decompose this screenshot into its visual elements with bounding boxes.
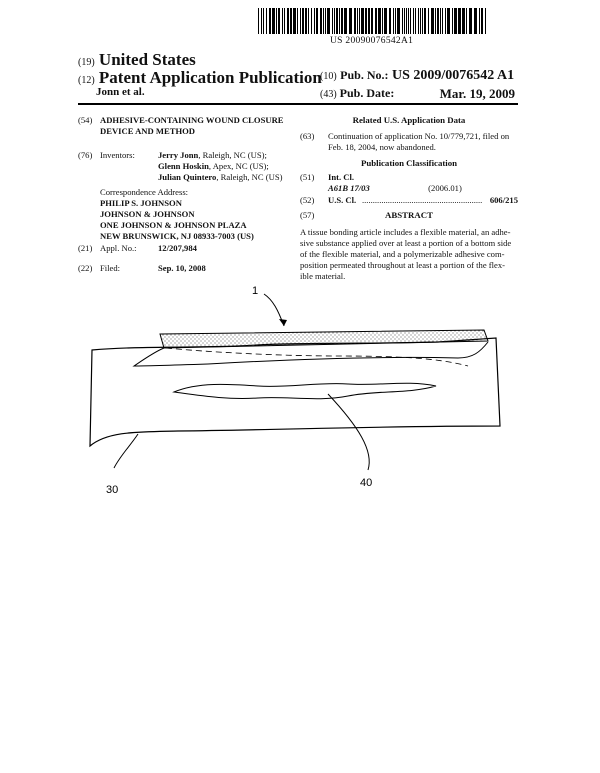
barcode-bar — [344, 8, 347, 34]
code-54: (54) — [78, 115, 93, 125]
corr-line-4: NEW BRUNSWICK, NJ 08933-7003 (US) — [100, 231, 254, 241]
barcode-bar — [349, 8, 352, 34]
barcode-bar — [466, 8, 467, 34]
filed-label: Filed: — [100, 263, 121, 273]
inventors-label: Inventors: — [100, 150, 135, 160]
barcode-bar — [422, 8, 423, 34]
code-21: (21) — [78, 243, 93, 253]
barcode-bar — [290, 8, 292, 34]
pubclass-heading: Publication Classification — [360, 158, 458, 168]
abstract-line-4: position permeated throughout at least a portion of the flex- — [300, 260, 505, 270]
abstract-line-2: sive substance applied over at least a portion of a bottom side — [300, 238, 512, 248]
barcode-bar — [314, 8, 315, 34]
pub-no-line — [320, 68, 514, 84]
abstract-text — [300, 227, 518, 282]
flexible-strip — [160, 330, 488, 348]
barcode-bar — [435, 8, 436, 34]
barcode-bar — [437, 8, 439, 34]
barcode-bar — [316, 8, 318, 34]
cont-line-2: Feb. 18, 2004, now abandoned. — [328, 142, 436, 152]
barcode-bar — [445, 8, 446, 34]
barcode-bar — [334, 8, 335, 34]
barcode-bar — [378, 8, 381, 34]
inventor-1: Jerry Jonn, Raleigh, NC (US); — [158, 150, 267, 160]
barcode-bar — [308, 8, 309, 34]
barcode-bar — [397, 8, 400, 34]
title-field — [78, 115, 293, 137]
barcode-bar — [361, 8, 364, 34]
continuation-field — [300, 131, 518, 153]
barcode-bar — [336, 8, 338, 34]
barcode-bar — [454, 8, 457, 34]
barcode-bar — [415, 8, 416, 34]
barcode-bar — [431, 8, 434, 34]
barcode-bar — [395, 8, 396, 34]
barcode-bar — [293, 8, 296, 34]
code-22: (22) — [78, 263, 93, 273]
us-cl-dots: ........................................................ — [362, 195, 482, 205]
us-cl-label: U.S. Cl. — [328, 195, 357, 205]
abstract-heading-row — [300, 210, 518, 221]
barcode-bar — [258, 8, 259, 34]
barcode-bar — [447, 8, 450, 34]
code-76: (76) — [78, 150, 93, 160]
correspondence-address — [100, 187, 300, 242]
corr-line-1: PHILIP S. JOHNSON — [100, 198, 182, 208]
code-63: (63) — [300, 131, 315, 141]
barcode-bar — [371, 8, 373, 34]
barcode-number: US 20090076542A1 — [330, 36, 414, 46]
barcode-bar — [469, 8, 472, 34]
barcode-bar — [408, 8, 409, 34]
barcode-bar — [485, 8, 486, 34]
barcode-bar — [320, 8, 322, 34]
barcode-bar — [481, 8, 483, 34]
barcode-bar — [284, 8, 285, 34]
leader-30 — [114, 434, 138, 468]
barcode-bar — [365, 8, 367, 34]
header-rule — [78, 103, 518, 105]
barcode-bar — [410, 8, 411, 34]
barcode-bar — [418, 8, 419, 34]
us-cl-field — [300, 195, 518, 206]
code-43: (43) — [320, 89, 337, 100]
fig-label-30: 30 — [106, 484, 119, 496]
barcode-bar — [368, 8, 370, 34]
barcode-bar — [327, 8, 330, 34]
int-cl-block — [328, 172, 518, 194]
barcode-bar — [442, 8, 443, 34]
int-cl-class: A61B 17/03 — [328, 183, 370, 193]
wound-outline — [174, 383, 436, 398]
inventor-2: Glenn Hoskin, Apex, NC (US); — [158, 161, 269, 171]
barcode-bar — [375, 8, 377, 34]
leader-40 — [328, 394, 369, 470]
doc-type-line — [78, 68, 322, 88]
abstract-line-5: ible material. — [300, 271, 346, 281]
title — [100, 115, 293, 137]
barcode-bar — [341, 8, 343, 34]
barcode-bar — [332, 8, 333, 34]
barcode-bar — [354, 8, 356, 34]
int-cl-year: (2006.01) — [428, 183, 462, 193]
appl-label: Appl. No.: — [100, 243, 137, 253]
doc-type: Patent Application Publication — [98, 68, 322, 87]
correspondence-label: Correspondence Address: — [100, 187, 189, 197]
code-52: (52) — [300, 195, 315, 205]
title-line-2: DEVICE AND METHOD — [100, 126, 196, 136]
int-cl-label: Int. Cl. — [328, 172, 355, 182]
barcode-bar — [266, 8, 267, 34]
barcode-bar — [300, 8, 301, 34]
abstract-heading: ABSTRACT — [385, 210, 433, 220]
continuation-text — [328, 131, 518, 153]
barcode-bar — [359, 8, 360, 34]
inventor-3: Julian Quintero, Raleigh, NC (US) — [158, 172, 283, 182]
barcode-bar — [269, 8, 271, 34]
fig-label-40: 40 — [360, 477, 373, 489]
abstract-line-1: A tissue bonding article includes a flexible material, an adhe- — [300, 227, 511, 237]
barcode-bar — [384, 8, 387, 34]
barcode-bar — [263, 8, 264, 34]
abstract-line-3: of the flexible material, and a polymerizable adhesive com- — [300, 249, 505, 259]
us-cl-value: 606/215 — [489, 195, 518, 205]
inventors-list — [158, 150, 293, 183]
fig-label-1: 1 — [252, 286, 259, 297]
corr-line-2: JOHNSON & JOHNSON — [100, 209, 195, 219]
barcode-bar — [305, 8, 307, 34]
barcode-bar — [452, 8, 453, 34]
pub-date-label: Pub. Date: — [339, 86, 395, 100]
barcode-bar — [311, 8, 312, 34]
country: United States — [98, 50, 196, 69]
barcode-bar — [424, 8, 426, 34]
code-51: (51) — [300, 172, 315, 182]
title-line-1: ADHESIVE-CONTAINING WOUND CLOSURE — [100, 115, 284, 125]
code-19: (19) — [78, 57, 95, 68]
barcode-bar — [325, 8, 326, 34]
barcode-bar — [323, 8, 324, 34]
barcode-bar — [261, 8, 262, 34]
filed-date: Sep. 10, 2008 — [158, 263, 206, 273]
barcode-bar — [406, 8, 407, 34]
int-cl-field — [300, 172, 518, 194]
barcode-bar — [474, 8, 477, 34]
int-cl-row — [328, 183, 518, 194]
barcode-bar — [282, 8, 283, 34]
barcode-bar — [357, 8, 358, 34]
barcode — [258, 8, 488, 34]
barcode-bar — [382, 8, 383, 34]
barcode-bar — [404, 8, 405, 34]
patent-drawing — [78, 286, 518, 506]
barcode-bar — [389, 8, 391, 34]
country-line — [78, 50, 196, 70]
barcode-bar — [278, 8, 280, 34]
barcode-bar — [458, 8, 461, 34]
pub-no-label: Pub. No.: — [340, 68, 389, 82]
code-12: (12) — [78, 75, 95, 86]
barcode-bar — [479, 8, 480, 34]
arrowhead-1 — [279, 319, 287, 326]
corr-line-3: ONE JOHNSON & JOHNSON PLAZA — [100, 220, 247, 230]
inventors-field — [78, 150, 293, 183]
barcode-bar — [393, 8, 394, 34]
code-57: (57) — [300, 210, 315, 220]
barcode-bar — [276, 8, 277, 34]
cont-line-1: Continuation of application No. 10/779,721, filed on — [328, 131, 510, 141]
inventor-short: Jonn et al. — [96, 86, 145, 98]
barcode-bar — [413, 8, 414, 34]
related-heading: Related U.S. Application Data — [352, 115, 466, 125]
appl-no: 12/207,984 — [158, 243, 197, 253]
barcode-bar — [287, 8, 289, 34]
pub-date: Mar. 19, 2009 — [439, 86, 515, 101]
pub-no: US 2009/0076542 A1 — [392, 68, 515, 83]
barcode-bar — [402, 8, 403, 34]
barcode-bar — [440, 8, 441, 34]
barcode-bar — [272, 8, 275, 34]
barcode-bar — [462, 8, 465, 34]
barcode-bar — [420, 8, 421, 34]
code-10: (10) — [320, 71, 337, 82]
pub-date-line — [320, 86, 515, 102]
barcode-bar — [297, 8, 298, 34]
barcode-bar — [339, 8, 340, 34]
barcode-bar — [302, 8, 304, 34]
barcode-bar — [428, 8, 429, 34]
